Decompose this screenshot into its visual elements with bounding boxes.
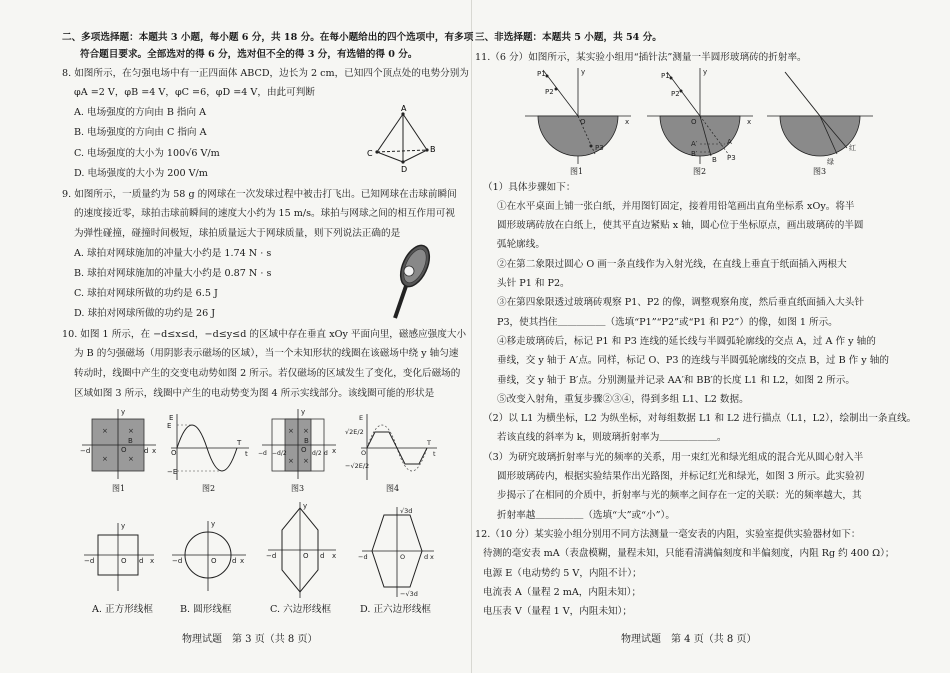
svg-text:O: O (303, 552, 309, 560)
svg-text:E: E (359, 414, 364, 422)
q11-caption-3: 图3 (813, 167, 827, 176)
svg-text:E: E (167, 422, 172, 430)
q10-option-a: A. 正方形线框 (92, 604, 153, 615)
svg-text:P3: P3 (727, 154, 736, 162)
label-b: B (430, 145, 436, 154)
q11-figure-1 (523, 64, 633, 168)
svg-text:y: y (303, 502, 308, 510)
svg-text:×: × (102, 455, 108, 463)
q10-figure-3 (258, 405, 340, 483)
q10-caption-1: 图1 (112, 484, 126, 493)
q10-stem-3: 转动时，线圈中产生的交变电动势如图 2 所示。若仅磁场的区域发生了变化，变化后磁场的 (74, 368, 461, 379)
label-d: D (401, 165, 408, 174)
svg-text:×: × (303, 427, 309, 435)
svg-text:−d: −d (172, 557, 183, 565)
svg-text:d: d (320, 552, 325, 560)
svg-text:x: x (332, 447, 337, 455)
svg-text:A: A (727, 138, 732, 146)
svg-text:O: O (121, 446, 127, 454)
svg-text:O: O (580, 118, 586, 126)
q10-figure-4 (345, 410, 440, 482)
q10-caption-2: 图2 (202, 484, 216, 493)
svg-text:T: T (237, 439, 242, 447)
q11-line-1: （1）具体步骤如下： (483, 182, 576, 193)
right-page (475, 0, 950, 673)
svg-text:y: y (121, 408, 126, 416)
q11-line-15: （3）为研究玻璃折射率与光的频率的关系，用一束红光和绿光组成的混合光从圆心射入半 (483, 452, 864, 463)
svg-text:d: d (324, 450, 328, 457)
section2-line2: 符合题目要求。全部选对的得 6 分，选对但不全的得 3 分，有选错的得 0 分。 (80, 49, 418, 60)
q11-line-9: ④移走玻璃砖后，标记 P1 和 P3 连线的延长线与半圆弧轮廓线的交点 A，过 A 作 y 轴的 (497, 336, 876, 347)
q12-line-2: 待测的毫安表 mA（表盘模糊，量程未知，只能看清满偏刻度和半偏刻度，内阻 Rg 约 400 Ω）； (483, 548, 895, 559)
svg-text:−E: −E (167, 468, 178, 476)
svg-text:x: x (430, 553, 434, 561)
q12-line-5: 电压表 V（量程 1 V，内阻未知）； (483, 606, 633, 617)
q11-line-16: 圆形玻璃砖内，根据实验结果作出光路图，并标记红光和绿光，如图 3 所示。此实验初 (497, 471, 865, 482)
svg-text:红: 红 (849, 144, 856, 152)
q10-option-b: B. 圆形线框 (180, 604, 232, 615)
q12-line-1: 12.（10 分）某实验小组分别用不同方法测量一毫安表的内阻，实验室提供实验器材如下： (475, 529, 861, 540)
q11-line-3: 圆形玻璃砖放在白纸上，使其平直边紧贴 x 轴，圆心位于坐标原点，画出玻璃砖的半圆 (497, 220, 864, 231)
svg-text:绿: 绿 (827, 158, 834, 166)
svg-text:−d: −d (266, 552, 277, 560)
svg-text:d: d (139, 557, 144, 565)
svg-text:×: × (128, 427, 134, 435)
svg-text:−√3d: −√3d (400, 590, 418, 598)
shape-square (78, 515, 158, 595)
svg-text:x: x (150, 557, 155, 565)
q10-caption-4: 图4 (386, 484, 400, 493)
svg-text:T: T (427, 439, 431, 447)
svg-text:y: y (121, 522, 126, 530)
svg-text:O: O (301, 446, 307, 454)
svg-text:d: d (424, 553, 429, 561)
svg-text:B: B (712, 156, 717, 164)
q11-line-12: ⑤改变入射角，重复步骤②③④，得到多组 L1、L2 数据。 (497, 394, 749, 405)
q10-caption-3: 图3 (291, 484, 305, 493)
q11-line-6: 头针 P1 和 P2。 (497, 278, 570, 289)
q9-option-b: B. 球拍对网球施加的冲量大小约是 0.87 N · s (74, 268, 272, 279)
svg-text:y: y (301, 408, 306, 416)
q9-stem-2: 的速度接近零，球拍击球前瞬间的速度大小约为 15 m/s。球拍与网球之间的相互作用可视 (74, 208, 455, 219)
svg-text:O: O (211, 557, 217, 565)
label-a: A (401, 104, 407, 113)
svg-text:y: y (703, 68, 708, 76)
svg-text:P2: P2 (545, 88, 554, 96)
q11-line-8: P3，使其挡住＿＿＿＿＿（选填“P1”“P2”或“P1 和 P2”）的像，如图 1 所示。 (497, 317, 838, 328)
svg-text:−d: −d (80, 447, 91, 455)
tennis-racket-figure (390, 240, 440, 325)
svg-text:B: B (304, 437, 309, 445)
q11-caption-2: 图2 (693, 167, 707, 176)
q8-option-d: D. 电场强度的大小为 200 V/m (74, 168, 208, 179)
q8-stem-2: φA =2 V，φB =4 V，φC =6，φD =4 V，由此可判断 (74, 87, 315, 98)
q11-line-14: 若该直线的斜率为 k，则玻璃折射率为＿＿＿＿＿＿。 (497, 432, 727, 443)
svg-text:√2E/2: √2E/2 (345, 428, 364, 436)
svg-text:x: x (747, 118, 752, 126)
q11-line-7: ③在第四象限透过玻璃砖观察 P1、P2 的像，调整观察角度，然后垂直纸面插入大头针 (497, 297, 864, 308)
page-fold (471, 0, 472, 673)
left-page (0, 0, 474, 673)
svg-text:P1: P1 (537, 70, 546, 78)
q8-stem-1: 8. 如图所示，在匀强电场中有一正四面体 ABCD，边长为 2 cm，已知四个顶点处的电势分别为 (62, 68, 469, 79)
q11-figure-2 (645, 64, 755, 168)
svg-text:x: x (332, 552, 337, 560)
q11-line-11: 垂线，交 y 轴于 B′点。分别测量并记录 AA′和 BB′的长度 L1 和 L2，如图 2 所示。 (497, 375, 855, 386)
label-c: C (367, 149, 373, 158)
svg-text:P2: P2 (671, 90, 680, 98)
svg-text:x: x (152, 447, 157, 455)
svg-text:×: × (303, 457, 309, 465)
q9-option-d: D. 球拍对网球所做的功约是 26 J (74, 308, 216, 319)
tetrahedron-figure (365, 104, 440, 176)
svg-text:y: y (581, 68, 586, 76)
q11-line-18: 折射率越＿＿＿＿＿（选填“大”或“小”）。 (497, 510, 675, 521)
svg-text:x: x (625, 118, 630, 126)
svg-text:P1: P1 (661, 72, 670, 80)
q11-figure-3 (765, 64, 875, 168)
svg-text:d/2: d/2 (312, 450, 322, 457)
svg-text:O: O (361, 449, 367, 457)
q11-line-10: 垂线，交 y 轴于 A′点。同样，标记 O、P3 的连线与半圆弧轮廓线的交点 B，过 B 作 y 轴的 (497, 355, 889, 366)
svg-text:B: B (128, 437, 133, 445)
svg-text:t: t (245, 450, 248, 458)
q12-line-4: 电流表 A（量程 2 mA，内阻未知）； (483, 587, 642, 598)
q10-stem-1: 10. 如图 1 所示，在 −d≤x≤d，−d≤y≤d 的区域中存在垂直 xOy 平面向里，磁感应强度大小 (62, 329, 467, 340)
section3-heading: 三、非选择题：本题共 5 小题，共 54 分。 (475, 32, 662, 43)
q11-line-13: （2）以 L1 为横坐标，L2 为纵坐标，对每组数据 L1 和 L2 进行描点（L1，L2），绘制出一条直线。 (483, 413, 917, 424)
svg-text:d: d (232, 557, 237, 565)
q10-figure-2 (167, 410, 252, 482)
svg-text:y: y (211, 520, 216, 528)
svg-text:×: × (288, 457, 294, 465)
shape-regular-hexagon (352, 503, 438, 599)
shape-hexagon (260, 500, 340, 600)
q11-line-4: 弧轮廓线。 (497, 239, 545, 250)
svg-text:×: × (288, 427, 294, 435)
svg-text:B′: B′ (691, 150, 698, 158)
q10-stem-4: 区域如图 3 所示，线圈中产生的电动势变为图 4 所示实线部分。该线圈可能的形状是 (74, 388, 435, 399)
q9-stem-3: 为弹性碰撞，碰撞时间极短，球拍质量远大于网球质量，则下列说法正确的是 (74, 228, 401, 239)
q8-option-a: A. 电场强度的方向由 B 指向 A (74, 107, 207, 118)
svg-text:×: × (128, 455, 134, 463)
svg-text:−d: −d (258, 450, 267, 457)
q9-option-c: C. 球拍对网球所做的功约是 6.5 J (74, 288, 218, 299)
svg-text:O: O (691, 118, 697, 126)
svg-text:√3d: √3d (400, 507, 413, 515)
q11-caption-1: 图1 (570, 167, 584, 176)
q11-line-2: ①在水平桌面上铺一张白纸，并用图钉固定，接着用铅笔画出直角坐标系 xOy。将半 (497, 201, 855, 212)
svg-text:O: O (171, 449, 177, 457)
svg-text:d: d (144, 447, 149, 455)
q9-stem-1: 9. 如图所示，一质量约为 58 g 的网球在一次发球过程中被击打飞出。已知网球在击球前瞬间 (62, 189, 457, 200)
shape-circle (168, 515, 248, 595)
svg-text:A′: A′ (691, 140, 698, 148)
q8-option-c: C. 电场强度的大小为 100√6 V/m (74, 148, 220, 159)
svg-text:−d: −d (84, 557, 95, 565)
left-footer: 物理试题 第 3 页（共 8 页） (182, 634, 318, 645)
svg-text:t: t (433, 450, 436, 458)
q11-line-17: 步揭示了在相同的介质中，折射率与光的频率之间存在一定的关联：光的频率越大，其 (497, 490, 862, 501)
q9-option-a: A. 球拍对网球施加的冲量大小约是 1.74 N · s (74, 248, 272, 259)
q8-option-b: B. 电场强度的方向由 C 指向 A (74, 127, 207, 138)
svg-text:−d/2: −d/2 (272, 450, 287, 457)
q10-figure-1 (78, 405, 160, 483)
svg-text:O: O (121, 557, 127, 565)
q10-stem-2: 为 B 的匀强磁场（用阴影表示磁场的区域），当一个未知形状的线圈在该磁场中绕 y 轴匀速 (74, 348, 459, 359)
q10-option-c: C. 六边形线框 (270, 604, 332, 615)
right-footer: 物理试题 第 4 页（共 8 页） (621, 634, 757, 645)
q11-line-5: ②在第二象限过圆心 O 画一条直线作为入射光线，在直线上垂直于纸面插入两根大 (497, 259, 847, 270)
svg-text:O: O (400, 553, 406, 561)
q12-line-3: 电源 E（电动势约 5 V，内阻不计）； (483, 568, 642, 579)
section2-line1: 二、多项选择题：本题共 3 小题，每小题 6 分，共 18 分。在每小题给出的四个选项中，有多项 (62, 32, 474, 43)
svg-text:P3: P3 (595, 144, 604, 152)
q11-stem: 11.（6 分）如图所示，某实验小组用“插针法”测量一半圆形玻璃砖的折射率。 (475, 52, 807, 63)
svg-text:−d: −d (358, 553, 368, 561)
svg-text:x: x (240, 557, 245, 565)
svg-text:−√2E/2: −√2E/2 (345, 462, 370, 470)
svg-text:×: × (102, 427, 108, 435)
svg-text:E: E (169, 414, 174, 422)
q10-option-d: D. 正六边形线框 (360, 604, 432, 615)
